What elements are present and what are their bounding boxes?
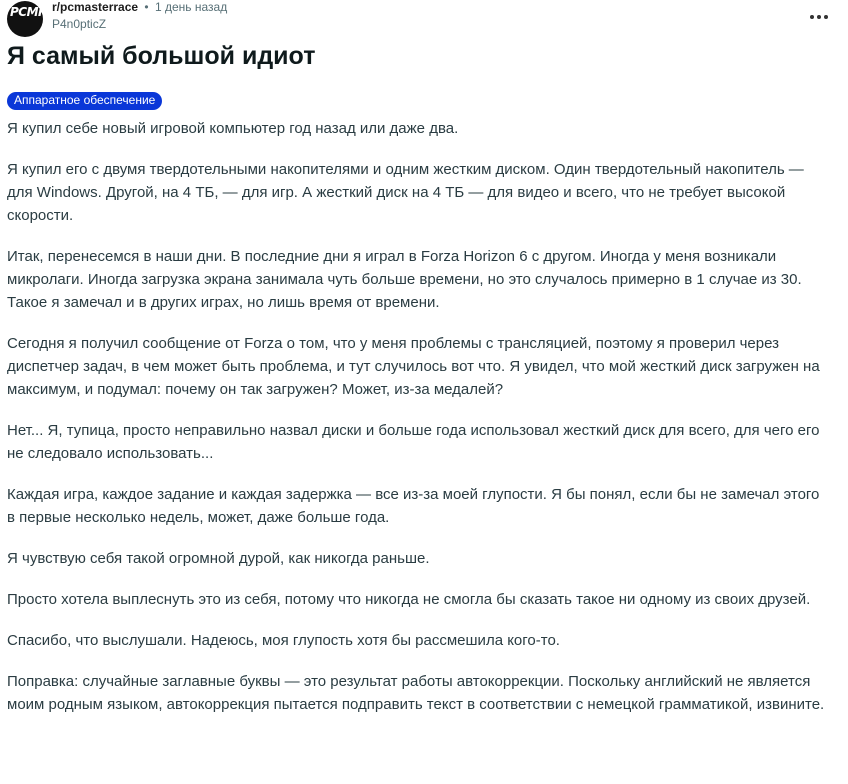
post-paragraph: Сегодня я получил сообщение от Forza о том, что у меня проблемы с трансляцией, поэтому я проверил через диспетчер задач, в чем может быть проблема, и тут случилось вот что. Я увидел, что мой жесткий диск загружен на максимум, и подумал: почему он так загружен? Может, из-за медалей?: [7, 335, 820, 398]
post-paragraph: Я чувствую себя такой огромной дурой, как никогда раньше.: [7, 550, 430, 567]
post-paragraph: Я купил его с двумя твердотельными накопителями и одним жестким диском. Один твердотельный накопитель — для Windows. Другой, на 4 ТБ, — для игр. А жесткий диск на 4 ТБ — для видео и всего, что не требует высокой скорости.: [7, 161, 804, 224]
post-paragraph: Нет... Я, тупица, просто неправильно назвал диски и больше года использовал жесткий диск для всего, для чего его не следовало использовать...: [7, 422, 820, 462]
post-meta: [52, 0, 227, 14]
post-flair[interactable]: Аппаратное обеспечение: [7, 92, 162, 110]
meta-separator: •: [144, 0, 149, 14]
more-horizontal-icon[interactable]: [804, 6, 834, 26]
post-paragraph: Я купил себе новый игровой компьютер год назад или даже два.: [7, 120, 459, 137]
avatar-logo-text: PCMR: [10, 5, 47, 19]
post-header: [7, 0, 837, 36]
author-link[interactable]: P4n0pticZ: [52, 17, 107, 31]
more-dots-graphic: [809, 14, 829, 20]
post-paragraph: Поправка: случайные заглавные буквы — это результат работы автокоррекции. Поскольку английский не является моим родным языком, автокоррекция пытается подправить текст в соответствии с немецкой грамматикой, извините.: [7, 673, 825, 713]
post-paragraph: Каждая игра, каждое задание и каждая задержка — все из-за моей глупости. Я бы понял, если бы не замечал этого в первые несколько недель, может, даже больше года.: [7, 486, 820, 526]
post-body: [7, 117, 827, 734]
post-paragraph: Просто хотела выплеснуть это из себя, потому что никогда не смогла бы сказать такое ни одному из своих друзей.: [7, 591, 811, 608]
post-paragraph: Итак, перенесемся в наши дни. В последние дни я играл в Forza Horizon 6 с другом. Иногда у меня возникали микролаги. Иногда загрузка экрана занимала чуть больше времени, но это случалось примерно в 1 случае из 30. Такое я замечал и в других играх, но лишь время от времени.: [7, 248, 802, 311]
subreddit-avatar[interactable]: [7, 1, 47, 37]
post-time: 1 день назад: [154, 0, 228, 14]
post-paragraph: Спасибо, что выслушали. Надеюсь, моя глупость хотя бы рассмешила кого-то.: [7, 632, 560, 649]
subreddit-link[interactable]: r/pcmasterrace: [52, 0, 139, 14]
post-title: Я самый большой идиот: [7, 42, 316, 70]
